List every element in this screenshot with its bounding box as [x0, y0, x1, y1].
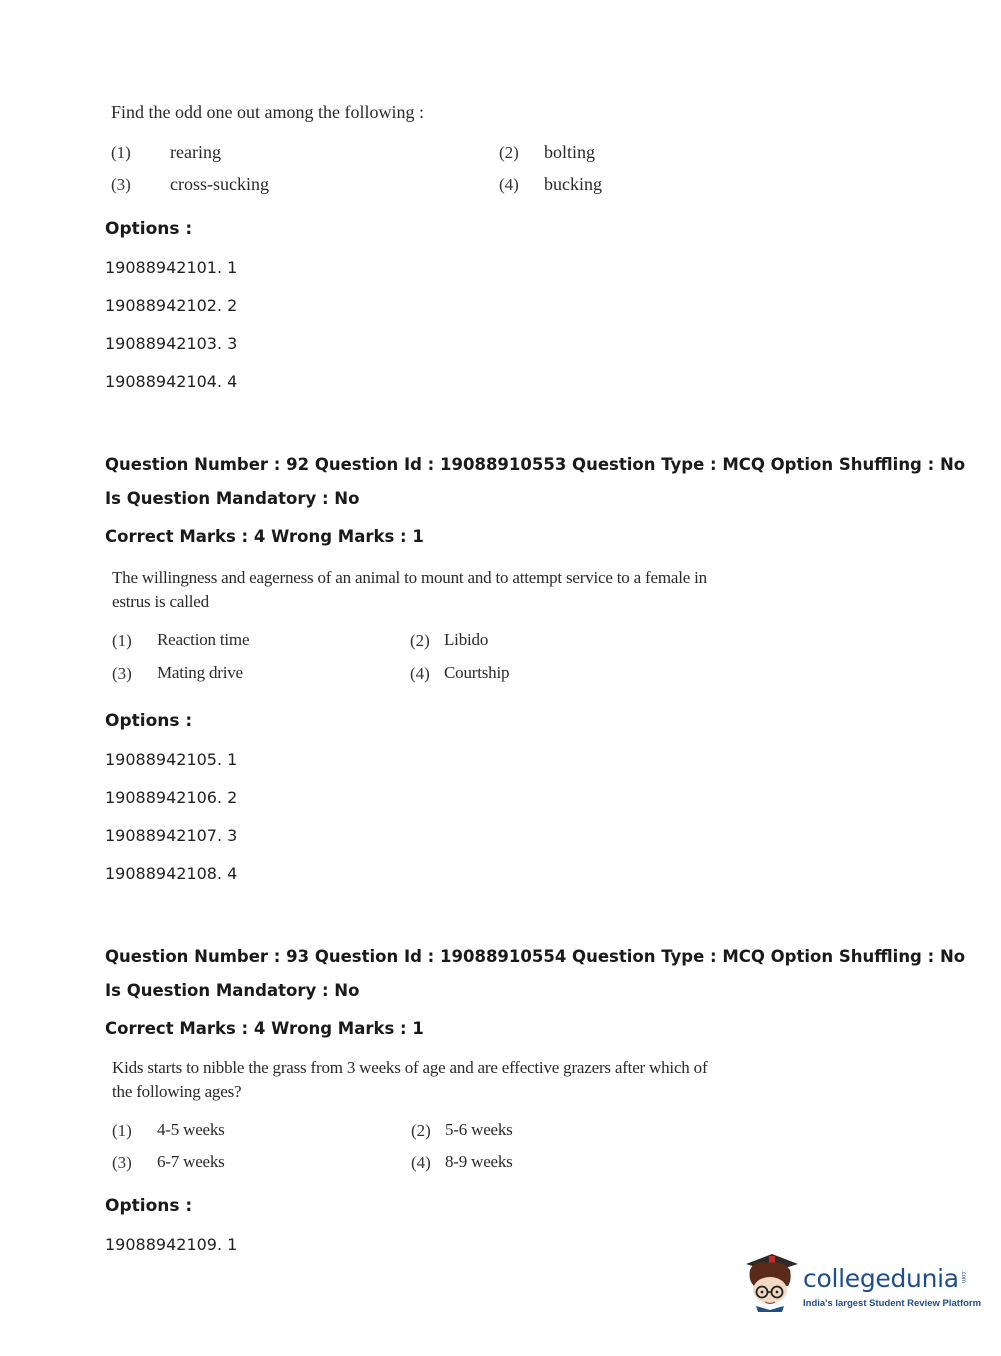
q92-option-id-2: 19088942106. 2 [105, 788, 238, 807]
q91-option-id-4: 19088942104. 4 [105, 372, 238, 391]
q91-option-id-2: 19088942102. 2 [105, 296, 238, 315]
q92-option-id-4: 19088942108. 4 [105, 864, 238, 883]
q92-option-1-number: (1) [112, 631, 132, 650]
q91-option-4-number: (4) [499, 175, 519, 194]
q91-option-1-number: (1) [111, 143, 131, 162]
q92-option-3-number: (3) [112, 664, 132, 683]
q93-meta-line: Question Number : 93 Question Id : 19088910554 Question Type : MCQ Option Shuffling : No [105, 947, 966, 966]
q93-option-3-text: 6-7 weeks [157, 1152, 225, 1171]
q93-option-2-number: (2) [411, 1121, 431, 1140]
q92-option-1-text: Reaction time [157, 630, 250, 649]
q93-mandatory-line: Is Question Mandatory : No [105, 981, 360, 1000]
question-91-text: Find the odd one out among the following : [111, 102, 424, 122]
q92-option-id-3: 19088942107. 3 [105, 826, 238, 845]
question-93-text-line-1: Kids starts to nibble the grass from 3 weeks of age and are effective grazers after which of [112, 1058, 708, 1077]
q93-option-1-number: (1) [112, 1121, 132, 1140]
q92-option-3-text: Mating drive [157, 663, 243, 682]
q91-option-1-text: rearing [170, 142, 221, 162]
q93-marks-line: Correct Marks : 4 Wrong Marks : 1 [105, 1019, 424, 1038]
collegedunia-domain-suffix: .com [960, 1270, 966, 1284]
q92-options-label: Options : [105, 711, 193, 731]
q92-marks-line: Correct Marks : 4 Wrong Marks : 1 [105, 527, 424, 546]
q93-option-3-number: (3) [112, 1153, 132, 1172]
q92-option-4-text: Courtship [444, 663, 510, 682]
q91-option-2-text: bolting [544, 142, 596, 162]
collegedunia-tagline: India's largest Student Review Platform [803, 1298, 982, 1309]
q93-option-2-text: 5-6 weeks [445, 1120, 513, 1139]
q92-option-2-number: (2) [410, 631, 430, 650]
q91-option-id-1: 19088942101. 1 [105, 258, 238, 277]
question-93-text-line-2: the following ages? [112, 1082, 242, 1101]
q93-option-4-number: (4) [411, 1153, 431, 1172]
q91-option-id-3: 19088942103. 3 [105, 334, 238, 353]
question-92-text-line-1: The willingness and eagerness of an animal to mount and to attempt service to a female in [112, 568, 707, 587]
q93-option-id-1: 19088942109. 1 [105, 1235, 238, 1254]
q91-option-3-text: cross-sucking [170, 174, 269, 194]
q91-option-2-number: (2) [499, 143, 519, 162]
collegedunia-mascot-logo [742, 1250, 802, 1312]
q91-options-label: Options : [105, 219, 193, 239]
question-92-text-line-2: estrus is called [112, 592, 209, 611]
q93-options-label: Options : [105, 1196, 193, 1216]
q91-option-4-text: bucking [544, 174, 602, 194]
q93-option-1-text: 4-5 weeks [157, 1120, 225, 1139]
q92-option-4-number: (4) [410, 664, 430, 683]
q93-option-4-text: 8-9 weeks [445, 1152, 513, 1171]
q92-meta-line: Question Number : 92 Question Id : 19088910553 Question Type : MCQ Option Shuffling : No [105, 455, 966, 474]
collegedunia-wordmark: collegedunia [803, 1264, 959, 1293]
q91-option-3-number: (3) [111, 175, 131, 194]
q92-mandatory-line: Is Question Mandatory : No [105, 489, 360, 508]
q92-option-2-text: Libido [444, 630, 489, 649]
q92-option-id-1: 19088942105. 1 [105, 750, 238, 769]
